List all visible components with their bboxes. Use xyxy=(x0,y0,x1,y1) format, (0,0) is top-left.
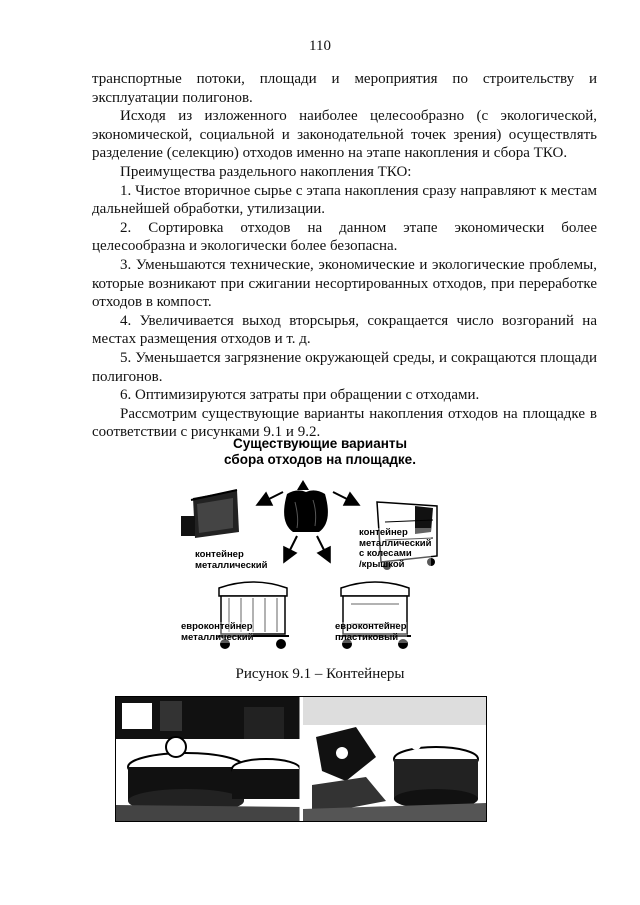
label-euro-plastic: евроконтейнер пластиковый xyxy=(335,621,407,643)
figure-caption: Рисунок 9.1 – Контейнеры xyxy=(235,666,405,682)
page-number: 110 xyxy=(309,38,331,54)
list-item: 1. Чистое вторичное сырье с этапа накопления сразу направляют к местам дальнейшей обработки, утилизации. xyxy=(92,182,597,218)
paragraph: Преимущества раздельного накопления ТКО: xyxy=(120,163,412,180)
list-item: 6. Оптимизируются затраты при обращении с отходами. xyxy=(120,387,480,404)
label-metal-container: контейнер металлический xyxy=(195,549,268,571)
figure-title-line: Существующие варианты xyxy=(232,436,408,451)
arrow-right xyxy=(333,492,357,504)
paragraph: Рассмотрим существующие варианты накопления отходов на площадке в соответствии с рисунками 9.1 и 9.2. xyxy=(92,405,597,441)
metal-container-icon xyxy=(181,490,239,538)
list-item: 4. Увеличивается выход вторсырья, сокращается число возгораний на местах размещения отходов и т. д. xyxy=(92,312,597,348)
photo-waste-bins-right xyxy=(303,697,486,821)
figure-title xyxy=(175,436,465,468)
arrow-left xyxy=(259,492,283,504)
trash-bag-icon xyxy=(284,480,328,532)
arrow-down-left xyxy=(285,536,297,560)
figure-containers xyxy=(175,432,465,662)
list-item: 3. Уменьшаются технические, экономические и экологические проблемы, которые возникают при сжигании несортированных отходов, при переработке отходов в компост. xyxy=(92,256,597,311)
paragraph: транспортные потоки, площади и мероприятия по строительству и эксплуатации полигонов. xyxy=(92,71,597,106)
label-wheeled-container: контейнер металлический с колесами /крышкой xyxy=(359,527,432,570)
photo-waste-bins-left xyxy=(116,697,301,821)
list-item: 5. Уменьшается загрязнение окружающей среды, и сокращаются площади полигонов. xyxy=(92,349,597,385)
photo-pair xyxy=(115,696,487,822)
body-text xyxy=(92,70,597,442)
arrow-down-right xyxy=(317,536,329,560)
label-euro-metal: евроконтейнер металлический xyxy=(181,621,254,643)
list-item: 2. Сортировка отходов на данном этапе экономически более целесообразна и экологически более безопасна. xyxy=(92,219,597,255)
figure-title-line: сбора отходов на площадке. xyxy=(224,452,416,467)
paragraph: Исходя из изложенного наиболее целесообразно (с экологической, экономической, социальной и законодательной точек зрения) осуществлять разделение (селекцию) отходов именно на этапе накопления и сбора ТКО. xyxy=(92,108,597,162)
